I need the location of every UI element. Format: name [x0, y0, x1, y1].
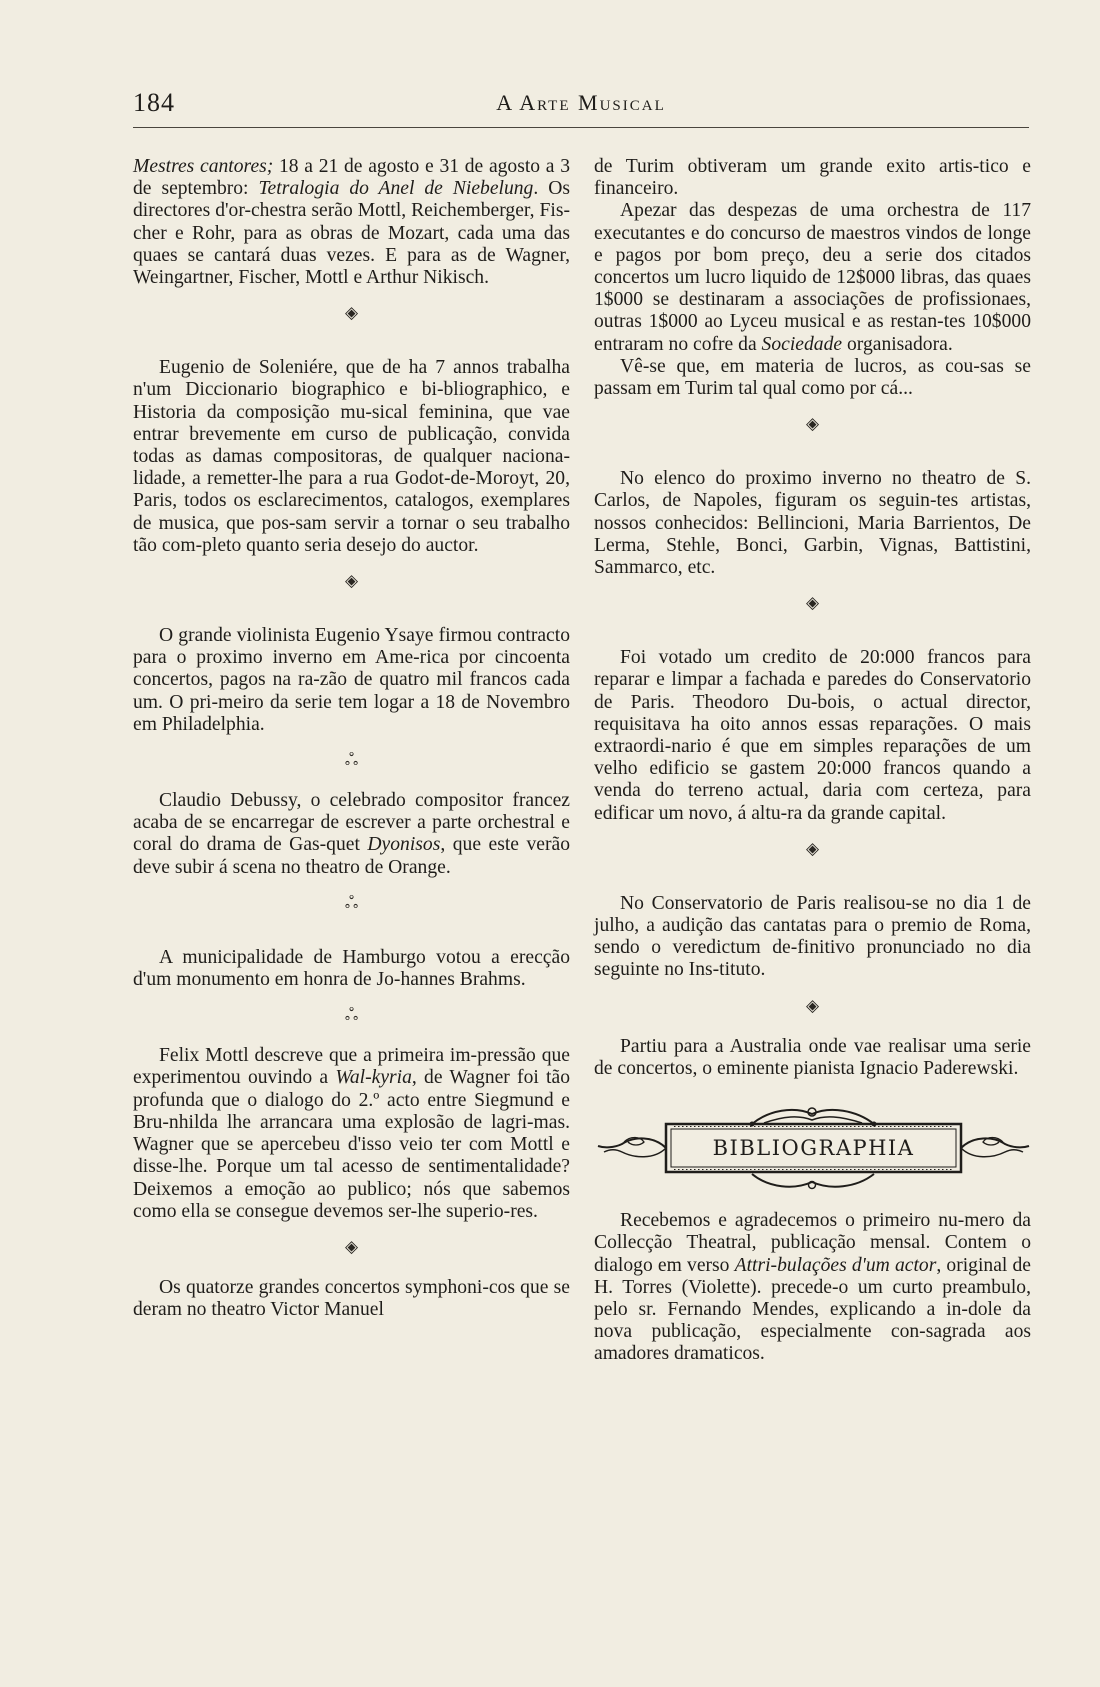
article-text: Recebemos e agradecemos o primeiro nu-mero da Collecção Theatral, publicação mensal. Contem o dialogo em verso	[594, 1210, 1031, 1276]
article-ysaye: O grande violinista Eugenio Ysaye firmou contracto para o proximo inverno em Ame-rica por cincoenta concertos, pagos na ra-zão de quatro mil francos cada um. O pri-meiro da serie tem logar a 18 de Novembro em Philadelphia.	[133, 625, 570, 735]
article-colleccao-theatral	[594, 1210, 1031, 1365]
article-text: Claudio Debussy, o celebrado compositor francez acaba de se encarregar de escrever a parte orchestral e coral do drama de Gas-quet	[133, 790, 570, 856]
article-conservatorio-repairs: Foi votado um credito de 20:000 francos para reparar e limpar a fachada e paredes do Conservatorio de Paris. Theodoro Du-bois, o actual director, requisitava ha oito annos essas reparações. O mais extraordi-nario é que em simples reparações de um velho edificio se gastem 20:000 francos quando a venda do terreno actual, daria com certeza, para edificar um novo, á altu-ra da grande capital.	[594, 647, 1031, 824]
article-text: Felix Mottl descreve que a primeira im-pressão que experimentou ouvindo a	[133, 1045, 570, 1089]
section-title-bibliographia: BIBLIOGRAPHIA	[712, 1135, 915, 1160]
article-turim-concerts: Os quatorze grandes concertos symphoni-cos que se deram no theatro Victor Manuel	[133, 1276, 570, 1321]
article-soleniere: Eugenio de Soleniére, que de ha 7 annos trabalha n'um Diccionario biographico e bi-bliographico, e Historia da composição mu-sical feminina, que vae entrar brevemente em curso de publicação, convida todas as damas compositoras, de qualquer naciona-lidade, a remetter-lhe para a rua Godot-de-Moroyt, 20, Paris, todos os esclarecimentos, catalogos, exemplares de musica, que pos-sam servir a tornar o seu trabalho tão com-pleto quanto seria desejo do auctor.	[133, 357, 570, 556]
page-header	[133, 84, 1029, 124]
diamond-ornament-icon: ◈	[805, 414, 820, 434]
article-premio-roma: No Conservatorio de Paris realisou-se no dia 1 de julho, a audição das cantatas para o premio de Roma, sendo o veredictum de-finitivo pronunciado no dia seguinte no Ins-tituto.	[594, 892, 1031, 981]
article-text: organisadora.	[842, 333, 953, 355]
article-turim-remark: Vê-se que, em materia de lucros, as cou-sas se passam em Turim tal qual como por cá...	[594, 355, 1031, 400]
article-brahms-monument: A municipalidade de Hamburgo votou a erecção d'um monumento em honra de Jo-hannes Brahms.	[133, 946, 570, 991]
article-text: , de Wagner foi tão profunda que o dialogo do 2.º acto entre Siegmund e Bru-nhilda lhe arrancara uma explosão de lagri-mas. Wagner que se apercebeu d'isso veio ter com Mottl e disse-lhe. Porque um tal acesso de sentimentalidade? Deixemos a emoção ao publico; nós que sabemos como ella se consegue devemos ser-lhe superio-res.	[133, 1067, 570, 1222]
article-san-carlos: No elenco do proximo inverno no theatro de S. Carlos, de Napoles, figuram os seguin-tes artistas, nossos conhecidos: Bellincioni, Maria Barrientos, De Lerma, Stehle, Bonci, Garbin, Vignas, Battistini, Sammarco, etc.	[594, 468, 1031, 579]
page-number: 184	[133, 88, 175, 117]
right-column	[594, 156, 1031, 1366]
work-title: Attri-bulações d'um actor	[734, 1254, 937, 1276]
work-title: Wal-kyria	[335, 1067, 412, 1089]
left-column	[133, 156, 570, 1321]
diamond-ornament-icon: ◈	[344, 571, 359, 591]
diamond-ornament-icon: ◈	[805, 995, 820, 1015]
article-turim-profits	[594, 200, 1031, 355]
article-turim-continued: de Turim obtiveram um grande exito artis-tico e financeiro.	[594, 156, 1031, 200]
floral-ornament-icon: ஃ	[344, 750, 359, 770]
header-rule	[133, 127, 1029, 128]
article-paderewski: Partiu para a Australia onde vae realisar uma serie de concertos, o eminente pianista Ignacio Paderewski.	[594, 1035, 1031, 1079]
article-text: , original de H. Torres (Violette). precede-o um curto preambulo, pelo sr. Fernando Mendes, explicando a in-dole da nova publicação, especialmente con-sagrada aos amadores dramaticos.	[594, 1254, 1031, 1365]
article-text: Apezar das despezas de uma orchestra de 117 executantes e do concurso de maestros vindos de longe e pagos por bom preço, deu a serie dos citados concertos um lucro liquido de 12$000 libras, das quaes 1$000 se destinaram a associações de profissionaes, outras 1$000 ao Lyceu musical e as restan-tes 10$000 entraram no cofre da	[594, 200, 1031, 355]
article-mottl	[133, 1045, 570, 1223]
diamond-ornament-icon: ◈	[344, 303, 359, 323]
bibliographia-banner	[594, 1096, 1031, 1192]
article-text: 18 a 21 de agosto e 31 de agosto a 3 de septembro:	[133, 156, 570, 200]
article-debussy	[133, 790, 570, 879]
diamond-ornament-icon: ◈	[805, 838, 820, 858]
society-name: Sociedade	[761, 333, 843, 355]
floral-ornament-icon: ஃ	[344, 1005, 359, 1025]
diamond-ornament-icon: ◈	[344, 1236, 359, 1256]
opera-title: Tetralogia do Anel de Niebelung	[258, 178, 534, 200]
running-title: A Arte Musical	[496, 90, 666, 115]
article-text: . Os directores d'or-chestra serão Mottl, Reichemberger, Fis-cher e Rohr, para as obras de Mozart, cada uma das quaes se cantará duas vezes. E para as de Wagner, Weingartner, Fischer, Mottl e Arthur Nikisch.	[133, 178, 570, 289]
opera-title: Mestres cantores;	[133, 156, 274, 177]
diamond-ornament-icon: ◈	[805, 593, 820, 613]
work-title: Dyonisos	[367, 834, 441, 856]
article-mestres-cantores	[133, 156, 570, 289]
article-text: , que este verão deve subir á scena no theatro de Orange.	[133, 834, 570, 878]
floral-ornament-icon: ஃ	[344, 892, 359, 912]
